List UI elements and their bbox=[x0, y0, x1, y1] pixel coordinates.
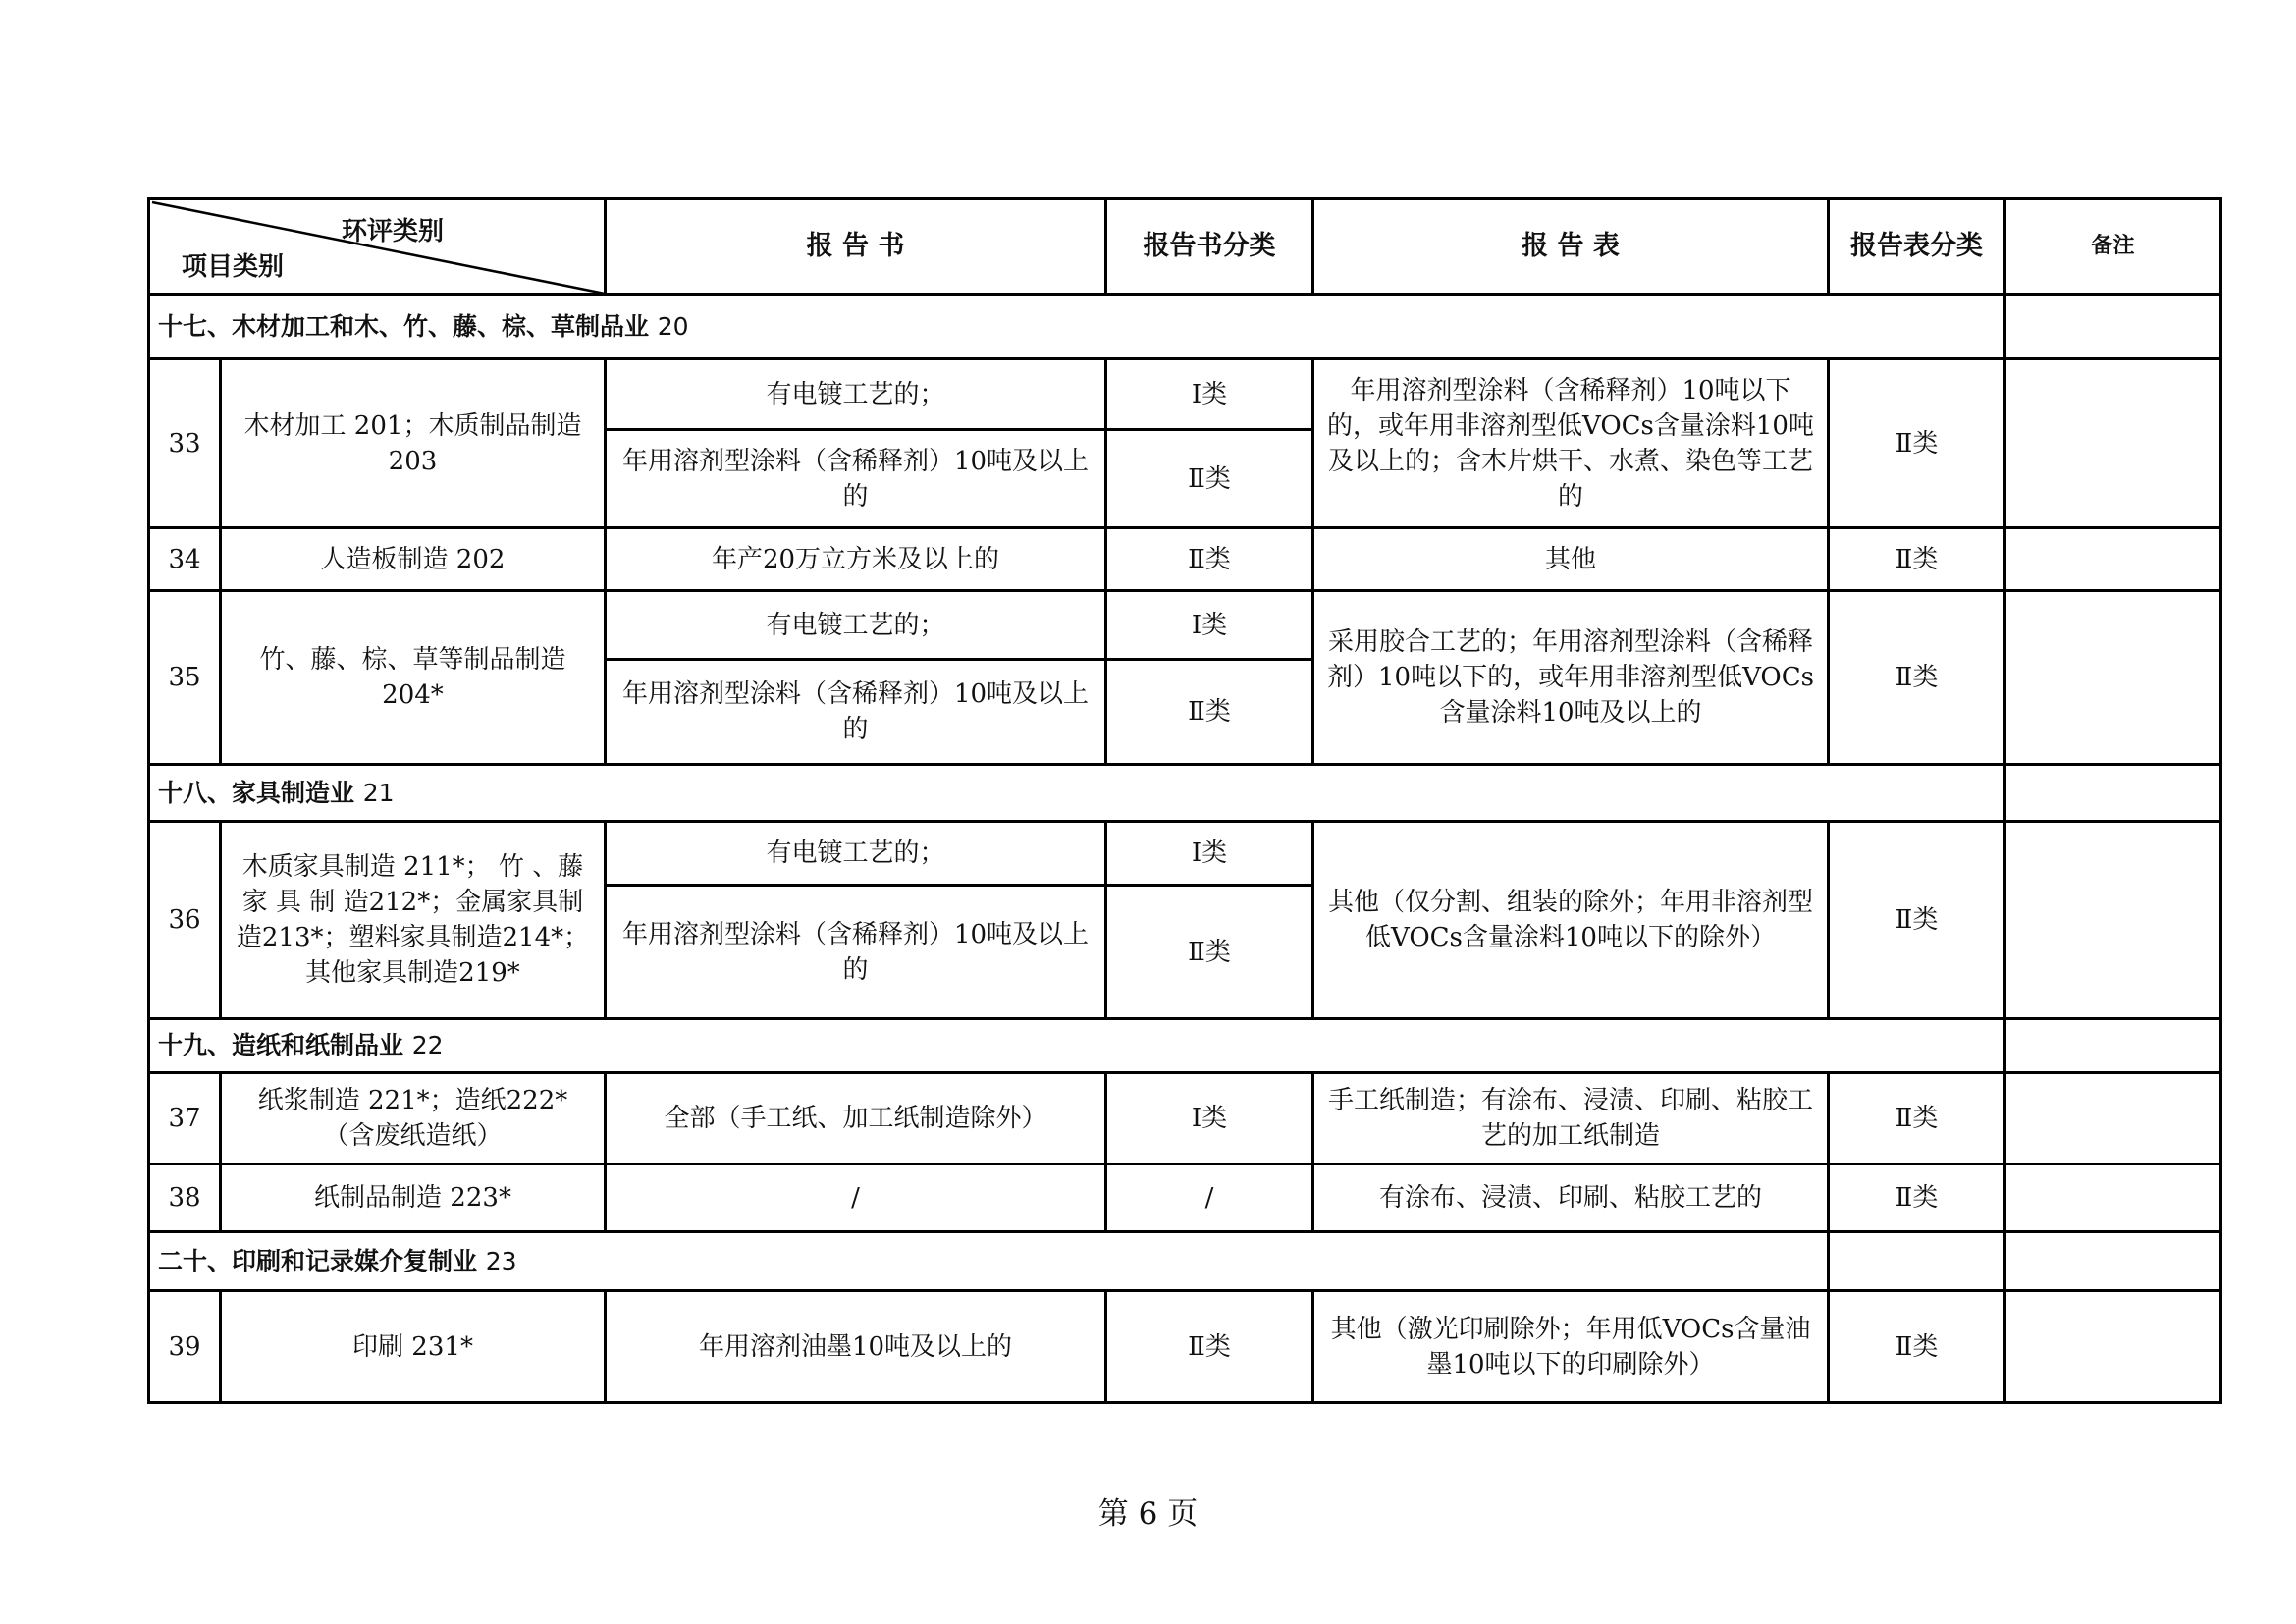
section-code: 21 bbox=[362, 778, 395, 807]
report-form-criteria: 其他（仅分割、组装的除外；年用非溶剂型低VOCs含量涂料10吨以下的除外） bbox=[1313, 822, 1829, 1019]
empty-cell bbox=[1829, 1232, 2005, 1291]
header-report-form: 报 告 表 bbox=[1313, 199, 1829, 295]
report-book-criteria: 有电镀工艺的； bbox=[606, 359, 1106, 430]
note-cell bbox=[2005, 1232, 2221, 1291]
report-book-class: Ⅰ类 bbox=[1106, 591, 1313, 660]
project-category: 人造板制造 202 bbox=[221, 528, 606, 591]
diagonal-header-cell bbox=[149, 199, 606, 295]
row-number: 35 bbox=[149, 591, 221, 765]
header-report-book-class: 报告书分类 bbox=[1106, 199, 1313, 295]
report-book-criteria: 年产20万立方米及以上的 bbox=[606, 528, 1106, 591]
section-code: 20 bbox=[657, 311, 689, 341]
report-book-class: Ⅱ类 bbox=[1106, 660, 1313, 765]
report-form-class: Ⅱ类 bbox=[1829, 528, 2005, 591]
report-form-class: Ⅱ类 bbox=[1829, 1164, 2005, 1232]
row-number: 39 bbox=[149, 1291, 221, 1403]
table-row bbox=[149, 1164, 2221, 1232]
section-title bbox=[149, 295, 2005, 359]
report-book-class: / bbox=[1106, 1164, 1313, 1232]
report-form-criteria: 有涂布、浸渍、印刷、粘胶工艺的 bbox=[1313, 1164, 1829, 1232]
report-form-class: Ⅱ类 bbox=[1829, 1291, 2005, 1403]
header-note: 备注 bbox=[2005, 199, 2221, 295]
row-number: 38 bbox=[149, 1164, 221, 1232]
project-category: 印刷 231* bbox=[221, 1291, 606, 1403]
report-form-class: Ⅱ类 bbox=[1829, 591, 2005, 765]
table-row bbox=[149, 591, 2221, 660]
table-row bbox=[149, 1291, 2221, 1403]
note-cell bbox=[2005, 1073, 2221, 1164]
header-row bbox=[149, 199, 2221, 295]
report-book-criteria: 有电镀工艺的； bbox=[606, 822, 1106, 886]
table-row bbox=[149, 359, 2221, 430]
section-title-text: 十七、木材加工和木、竹、藤、棕、草制品业 bbox=[158, 311, 650, 341]
report-book-class: Ⅱ类 bbox=[1106, 430, 1313, 528]
note-cell bbox=[2005, 295, 2221, 359]
project-category: 纸浆制造 221*；造纸222*（含废纸造纸） bbox=[221, 1073, 606, 1164]
section-row bbox=[149, 295, 2221, 359]
project-category: 竹、藤、棕、草等制品制造204* bbox=[221, 591, 606, 765]
report-form-class: Ⅱ类 bbox=[1829, 359, 2005, 528]
report-book-criteria: 全部（手工纸、加工纸制造除外） bbox=[606, 1073, 1106, 1164]
report-form-class: Ⅱ类 bbox=[1829, 822, 2005, 1019]
report-book-criteria: 年用溶剂型涂料（含稀释剂）10吨及以上的 bbox=[606, 886, 1106, 1019]
row-number: 34 bbox=[149, 528, 221, 591]
note-cell bbox=[2005, 1019, 2221, 1073]
report-book-class: Ⅱ类 bbox=[1106, 886, 1313, 1019]
report-book-class: Ⅰ类 bbox=[1106, 822, 1313, 886]
section-code: 23 bbox=[485, 1246, 517, 1275]
section-title bbox=[149, 765, 2005, 822]
report-book-criteria: 年用溶剂油墨10吨及以上的 bbox=[606, 1291, 1106, 1403]
row-number: 33 bbox=[149, 359, 221, 528]
section-title-text: 十八、家具制造业 bbox=[158, 778, 355, 807]
report-book-criteria: 有电镀工艺的； bbox=[606, 591, 1106, 660]
report-book-class: Ⅰ类 bbox=[1106, 359, 1313, 430]
section-row bbox=[149, 1232, 2221, 1291]
table-row bbox=[149, 1073, 2221, 1164]
report-book-criteria: 年用溶剂型涂料（含稀释剂）10吨及以上的 bbox=[606, 660, 1106, 765]
diag-header-project-category: 项目类别 bbox=[182, 252, 285, 282]
report-form-criteria: 手工纸制造；有涂布、浸渍、印刷、粘胶工艺的加工纸制造 bbox=[1313, 1073, 1829, 1164]
header-report-form-class: 报告表分类 bbox=[1829, 199, 2005, 295]
report-form-criteria: 年用溶剂型涂料（含稀释剂）10吨以下的，或年用非溶剂型低VOCs含量涂料10吨及以上的；含木片烘干、水煮、染色等工艺的 bbox=[1313, 359, 1829, 528]
table-row bbox=[149, 528, 2221, 591]
section-title bbox=[149, 1019, 2005, 1073]
note-cell bbox=[2005, 591, 2221, 765]
report-form-class: Ⅱ类 bbox=[1829, 1073, 2005, 1164]
project-category: 纸制品制造 223* bbox=[221, 1164, 606, 1232]
report-book-class: Ⅰ类 bbox=[1106, 1073, 1313, 1164]
note-cell bbox=[2005, 765, 2221, 822]
header-report-book: 报 告 书 bbox=[606, 199, 1106, 295]
project-category: 木材加工 201；木质制品制造203 bbox=[221, 359, 606, 528]
note-cell bbox=[2005, 822, 2221, 1019]
classification-table bbox=[147, 197, 2222, 1404]
section-title-text: 十九、造纸和纸制品业 bbox=[158, 1031, 404, 1059]
report-form-criteria: 其他 bbox=[1313, 528, 1829, 591]
report-book-class: Ⅱ类 bbox=[1106, 1291, 1313, 1403]
report-book-criteria: 年用溶剂型涂料（含稀释剂）10吨及以上的 bbox=[606, 430, 1106, 528]
note-cell bbox=[2005, 359, 2221, 528]
report-book-class: Ⅱ类 bbox=[1106, 528, 1313, 591]
report-form-criteria: 采用胶合工艺的；年用溶剂型涂料（含稀释剂）10吨以下的，或年用非溶剂型低VOCs含量涂料10吨及以上的 bbox=[1313, 591, 1829, 765]
report-book-criteria: / bbox=[606, 1164, 1106, 1232]
table-row bbox=[149, 822, 2221, 886]
section-code: 22 bbox=[411, 1031, 444, 1059]
page-number: 第 6 页 bbox=[1097, 1496, 1199, 1532]
note-cell bbox=[2005, 528, 2221, 591]
note-cell bbox=[2005, 1291, 2221, 1403]
section-title bbox=[149, 1232, 1829, 1291]
report-form-criteria: 其他（激光印刷除外；年用低VOCs含量油墨10吨以下的印刷除外） bbox=[1313, 1291, 1829, 1403]
section-title-text: 二十、印刷和记录媒介复制业 bbox=[158, 1246, 478, 1275]
diag-header-env-category: 环评类别 bbox=[342, 217, 445, 246]
note-cell bbox=[2005, 1164, 2221, 1232]
section-row bbox=[149, 1019, 2221, 1073]
project-category: 木质家具制造 211*； 竹 、藤 家 具 制 造212*；金属家具制造213*；塑料家具制造214*；其他家具制造219* bbox=[221, 822, 606, 1019]
row-number: 37 bbox=[149, 1073, 221, 1164]
section-row bbox=[149, 765, 2221, 822]
row-number: 36 bbox=[149, 822, 221, 1019]
